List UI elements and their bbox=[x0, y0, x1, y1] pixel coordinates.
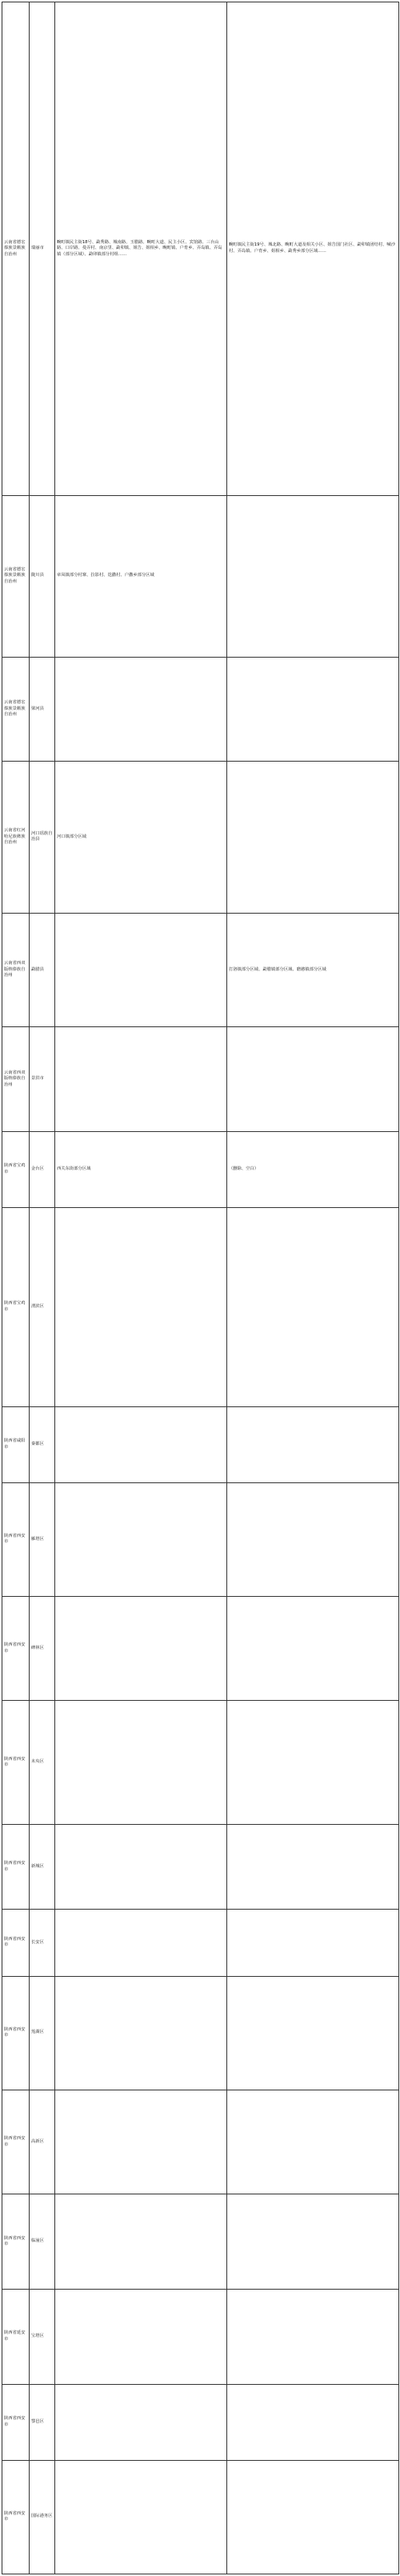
province-cell: 陕西省西安市 bbox=[2, 1701, 30, 1824]
high-risk-cell bbox=[55, 1482, 227, 1596]
medium-risk-cell bbox=[227, 762, 399, 914]
table-row bbox=[2, 1976, 399, 2090]
province-cell: 陕西省咸阳市 bbox=[2, 1406, 30, 1482]
high-risk-cell: 畹町镇民主街18号、勐秀路、城南路、玉腊路、畹町大道、民主小区、宾馆路、三台山路、口岸路、曼弄村、南京里、勐卯镇、姐告、姐相乡、畹町镇、户育乡、弄岛镇、弄岛镇（部分区域）、勐卯镇部分村组…… bbox=[55, 2, 227, 496]
table-row bbox=[2, 495, 399, 657]
province-cell: 陕西省西安市 bbox=[2, 2384, 30, 2460]
district-cell: 临潼区 bbox=[30, 2194, 55, 2290]
medium-risk-cell bbox=[227, 1701, 399, 1824]
district-cell: 雁塔区 bbox=[30, 1482, 55, 1596]
province-cell: 陕西省延安市 bbox=[2, 2289, 30, 2384]
medium-risk-cell bbox=[227, 1482, 399, 1596]
medium-risk-cell bbox=[227, 2289, 399, 2384]
medium-risk-cell bbox=[227, 1406, 399, 1482]
table-row bbox=[2, 1482, 399, 1596]
high-risk-cell bbox=[55, 657, 227, 761]
district-cell: 陇川县 bbox=[30, 495, 55, 657]
high-risk-cell bbox=[55, 2194, 227, 2290]
province-cell: 云南省西双版纳傣族自治州 bbox=[2, 913, 30, 1026]
table-row bbox=[2, 2460, 399, 2574]
medium-risk-cell bbox=[227, 1207, 399, 1406]
province-cell: 云南省德宏傣族景颇族自治州 bbox=[2, 657, 30, 761]
district-cell: 鄠邑区 bbox=[30, 2384, 55, 2460]
table-row bbox=[2, 1701, 399, 1824]
high-risk-cell bbox=[55, 2460, 227, 2574]
medium-risk-cell bbox=[227, 495, 399, 657]
medium-risk-cell bbox=[227, 1824, 399, 1910]
table-row bbox=[2, 2, 399, 496]
high-risk-cell: 河口镇部分区域 bbox=[55, 762, 227, 914]
high-risk-cell bbox=[55, 2090, 227, 2194]
province-cell: 陕西省西安市 bbox=[2, 1824, 30, 1910]
high-risk-cell bbox=[55, 1701, 227, 1824]
district-cell: 高新区 bbox=[30, 2090, 55, 2194]
province-cell: 陕西省西安市 bbox=[2, 1976, 30, 2090]
table-row bbox=[2, 2289, 399, 2384]
district-cell: 勐腊县 bbox=[30, 913, 55, 1026]
province-cell: 陕西省西安市 bbox=[2, 1597, 30, 1701]
district-cell: 景洪市 bbox=[30, 1027, 55, 1131]
district-cell: 莲湖区 bbox=[30, 1976, 55, 2090]
high-risk-cell bbox=[55, 1406, 227, 1482]
table-row bbox=[2, 762, 399, 914]
medium-risk-cell bbox=[227, 2460, 399, 2574]
medium-risk-cell bbox=[227, 2194, 399, 2290]
district-cell: 秦都区 bbox=[30, 1406, 55, 1482]
table-row bbox=[2, 1406, 399, 1482]
medium-risk-cell bbox=[227, 1597, 399, 1701]
district-cell: 梁河县 bbox=[30, 657, 55, 761]
risk-area-table bbox=[2, 2, 399, 2574]
table-row bbox=[2, 657, 399, 761]
medium-risk-cell: 打洛镇部分区域、勐腊镇部分区域、磨憨镇部分区域 bbox=[227, 913, 399, 1026]
high-risk-cell bbox=[55, 1207, 227, 1406]
high-risk-cell bbox=[55, 1910, 227, 1976]
high-risk-cell bbox=[55, 1027, 227, 1131]
medium-risk-cell bbox=[227, 1910, 399, 1976]
table-row bbox=[2, 2194, 399, 2290]
high-risk-cell: 章凤镇部分村寨、拉影村、迭撒村、户撒乡部分区域 bbox=[55, 495, 227, 657]
medium-risk-cell bbox=[227, 1976, 399, 2090]
table-row bbox=[2, 1207, 399, 1406]
table-row bbox=[2, 1597, 399, 1701]
medium-risk-cell bbox=[227, 1027, 399, 1131]
province-cell: 云南省德宏傣族景颇族自治州 bbox=[2, 495, 30, 657]
province-cell: 陕西省西安市 bbox=[2, 1482, 30, 1596]
high-risk-cell bbox=[55, 913, 227, 1026]
table-row bbox=[2, 1027, 399, 1131]
table-row bbox=[2, 2090, 399, 2194]
district-cell: 长安区 bbox=[30, 1910, 55, 1976]
district-cell: 未央区 bbox=[30, 1701, 55, 1824]
medium-risk-cell: （删除、空白） bbox=[227, 1131, 399, 1207]
district-cell: 新城区 bbox=[30, 1824, 55, 1910]
high-risk-cell bbox=[55, 1597, 227, 1701]
province-cell: 陕西省西安市 bbox=[2, 2194, 30, 2290]
province-cell: 陕西省西安市 bbox=[2, 1910, 30, 1976]
district-cell: 河口瑶族自治县 bbox=[30, 762, 55, 914]
high-risk-cell bbox=[55, 2384, 227, 2460]
province-cell: 陕西省西安市 bbox=[2, 2460, 30, 2574]
province-cell: 云南省西双版纳傣族自治州 bbox=[2, 1027, 30, 1131]
high-risk-cell bbox=[55, 1824, 227, 1910]
medium-risk-cell bbox=[227, 2384, 399, 2460]
medium-risk-cell bbox=[227, 2090, 399, 2194]
table-row bbox=[2, 1824, 399, 1910]
table-row bbox=[2, 913, 399, 1026]
district-cell: 金台区 bbox=[30, 1131, 55, 1207]
table-row bbox=[2, 2384, 399, 2460]
table-row bbox=[2, 1131, 399, 1207]
province-cell: 云南省红河哈尼族彝族自治州 bbox=[2, 762, 30, 914]
province-cell: 陕西省西安市 bbox=[2, 2090, 30, 2194]
province-cell: 云南省德宏傣族景颇族自治州 bbox=[2, 2, 30, 496]
high-risk-cell: 西关东街部分区域 bbox=[55, 1131, 227, 1207]
district-cell: 碑林区 bbox=[30, 1597, 55, 1701]
district-cell: 国际港务区 bbox=[30, 2460, 55, 2574]
high-risk-cell bbox=[55, 1976, 227, 2090]
district-cell: 宝塔区 bbox=[30, 2289, 55, 2384]
table-row bbox=[2, 1910, 399, 1976]
district-cell: 渭滨区 bbox=[30, 1207, 55, 1406]
district-cell: 瑞丽市 bbox=[30, 2, 55, 496]
medium-risk-cell bbox=[227, 657, 399, 761]
province-cell: 陕西省宝鸡市 bbox=[2, 1131, 30, 1207]
province-cell: 陕西省宝鸡市 bbox=[2, 1207, 30, 1406]
high-risk-cell bbox=[55, 2289, 227, 2384]
medium-risk-cell: 畹町镇民主街19号、城北路、畹町大道及相关小区、姐告国门社区、勐卯镇团结村、喊沙村、弄岛镇、户育乡、姐相乡、勐秀乡部分区域…… bbox=[227, 2, 399, 496]
